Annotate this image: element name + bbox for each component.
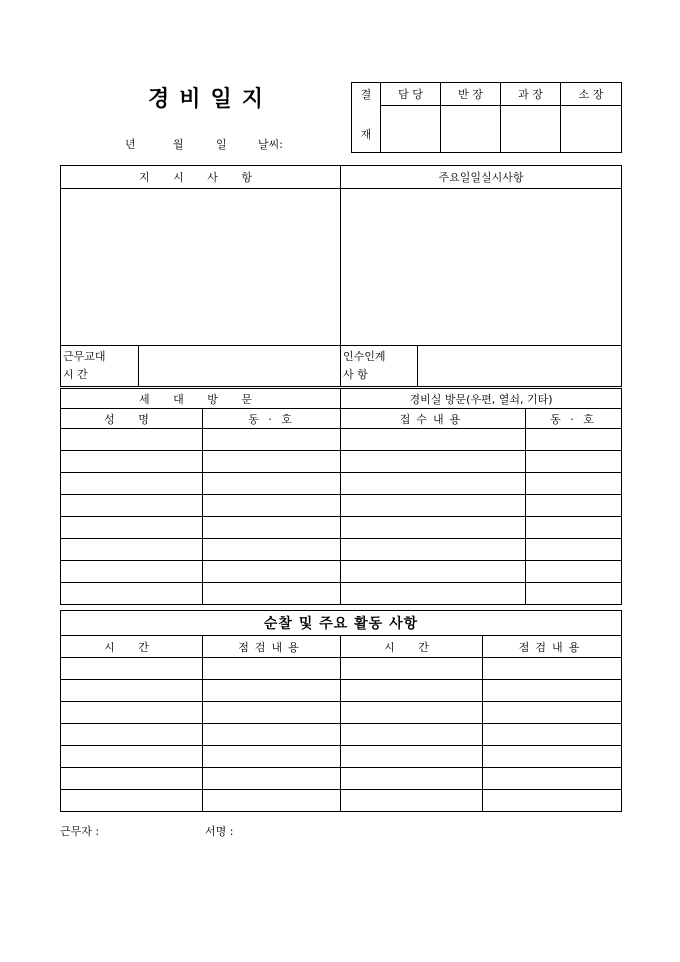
col-unit2-header: 동 · 호 bbox=[526, 409, 622, 429]
approval-sign-1[interactable] bbox=[381, 106, 441, 153]
daily-tasks-header: 주요일일실시사항 bbox=[341, 166, 622, 189]
table-row bbox=[61, 680, 622, 702]
approval-table bbox=[351, 82, 622, 153]
office-visit-header: 경비실 방문(우편, 열쇠, 기타) bbox=[341, 389, 622, 409]
date-year-label: 년 bbox=[125, 138, 136, 151]
handover-label: 인수인계 사 항 bbox=[341, 346, 418, 387]
signature-label: 서명 : bbox=[205, 825, 234, 838]
date-weather-label: 날씨: bbox=[258, 138, 283, 151]
col-receipt-header: 접수내용 bbox=[341, 409, 526, 429]
table-row bbox=[61, 658, 622, 680]
date-day-label: 일 bbox=[216, 138, 227, 151]
approval-role-3: 과 장 bbox=[501, 83, 561, 106]
approval-role-2: 반 장 bbox=[441, 83, 501, 106]
table-row bbox=[61, 539, 622, 561]
table-row bbox=[61, 451, 622, 473]
approval-role-4: 소 장 bbox=[561, 83, 622, 106]
col-name-header: 성 명 bbox=[61, 409, 203, 429]
date-month-label: 월 bbox=[173, 138, 184, 151]
instructions-header: 지 시 사 항 bbox=[61, 166, 341, 189]
col-content-header: 점검내용 bbox=[203, 636, 341, 658]
col-time-header: 시 간 bbox=[61, 636, 203, 658]
visits-table bbox=[60, 388, 622, 605]
worker-label: 근무자 : bbox=[60, 825, 100, 838]
col-content2-header: 점검내용 bbox=[483, 636, 622, 658]
patrol-table bbox=[60, 610, 622, 812]
table-row bbox=[61, 583, 622, 605]
approval-label-top: 결 bbox=[352, 83, 381, 106]
shift-change-value[interactable] bbox=[139, 346, 341, 387]
approval-sign-4[interactable] bbox=[561, 106, 622, 153]
table-row bbox=[61, 429, 622, 451]
table-row bbox=[61, 746, 622, 768]
household-visit-header: 세 대 방 문 bbox=[61, 389, 341, 409]
table-row bbox=[61, 517, 622, 539]
instructions-body[interactable] bbox=[61, 189, 341, 346]
table-row bbox=[61, 473, 622, 495]
col-time2-header: 시 간 bbox=[341, 636, 483, 658]
daily-tasks-body[interactable] bbox=[341, 189, 622, 346]
table-row bbox=[61, 495, 622, 517]
handover-value[interactable] bbox=[418, 346, 622, 387]
table-row bbox=[61, 561, 622, 583]
page-title: 경비일지 bbox=[148, 86, 274, 112]
table-row bbox=[61, 724, 622, 746]
instructions-table bbox=[60, 165, 622, 387]
col-unit-header: 동 · 호 bbox=[203, 409, 341, 429]
table-row bbox=[61, 790, 622, 812]
patrol-header: 순찰 및 주요 활동 사항 bbox=[61, 611, 622, 636]
approval-sign-2[interactable] bbox=[441, 106, 501, 153]
table-row bbox=[61, 768, 622, 790]
shift-change-label: 근무교대 시 간 bbox=[61, 346, 139, 387]
table-row bbox=[61, 702, 622, 724]
approval-sign-3[interactable] bbox=[501, 106, 561, 153]
approval-role-1: 담 당 bbox=[381, 83, 441, 106]
approval-label-bottom: 재 bbox=[352, 106, 381, 153]
